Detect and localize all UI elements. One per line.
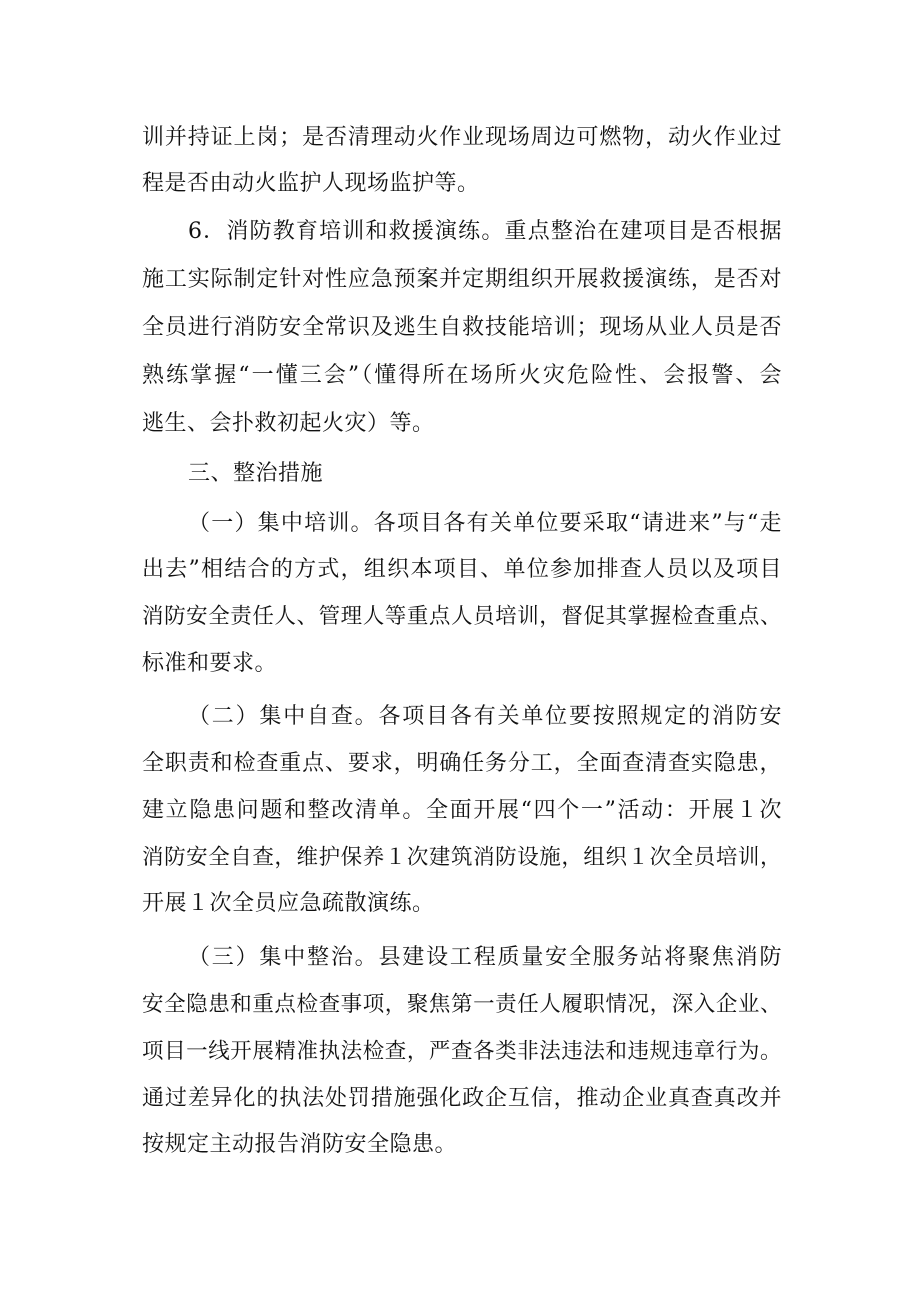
text-line: 熟练掌握“一懂三会”（懂得所在场所火灾危险性、会报警、会 — [142, 363, 782, 388]
text-line: （一）集中培训。各项目各有关单位要采取“请进来”与“走 — [188, 511, 782, 536]
text-line: 出去”相结合的方式，组织本项目、单位参加排查人员以及项目 — [142, 557, 782, 582]
text-line: 全员进行消防安全常识及逃生自救技能培训；现场从业人员是否 — [142, 315, 782, 340]
text-line: 开展１次全员应急疏散演练。 — [142, 891, 435, 916]
text-line: 按规定主动报告消防安全隐患。 — [142, 1132, 458, 1157]
text-line: 项目一线开展精准执法检查，严查各类非法违法和违规违章行为。 — [142, 1039, 782, 1064]
text-line: 消防安全责任人、管理人等重点人员培训，督促其掌握检查重点、 — [142, 604, 782, 629]
text-line: 程是否由动火监护人现场监护等。 — [142, 171, 480, 196]
text-line: 安全隐患和重点检查事项，聚焦第一责任人履职情况，深入企业、 — [142, 992, 782, 1017]
text-line: 标准和要求。 — [142, 651, 278, 676]
text-line: 全职责和检查重点、要求，明确任务分工，全面查清查实隐患， — [142, 751, 782, 776]
text-line: 训并持证上岗；是否清理动火作业现场周边可燃物，动火作业过 — [142, 125, 782, 150]
text-line: （二）集中自查。各项目各有关单位要按照规定的消防安 — [188, 704, 782, 729]
text-line: 建立隐患问题和整改清单。全面开展“四个一”活动：开展１次 — [142, 798, 782, 823]
section-heading: 三、整治措施 — [188, 461, 324, 486]
text-line: 消防安全自查，维护保养１次建筑消防设施，组织１次全员培训， — [142, 845, 782, 870]
text-line: 施工实际制定针对性应急预案并定期组织开展救援演练，是否对 — [142, 267, 782, 292]
text-line: 通过差异化的执法处罚措施强化政企互信，推动企业真查真改并 — [142, 1086, 782, 1111]
text-line: 6．消防教育培训和救援演练。重点整治在建项目是否根据 — [188, 219, 782, 244]
text-line: 逃生、会扑救初起火灾）等。 — [142, 411, 435, 436]
text-line: （三）集中整治。县建设工程质量安全服务站将聚焦消防 — [188, 945, 782, 970]
